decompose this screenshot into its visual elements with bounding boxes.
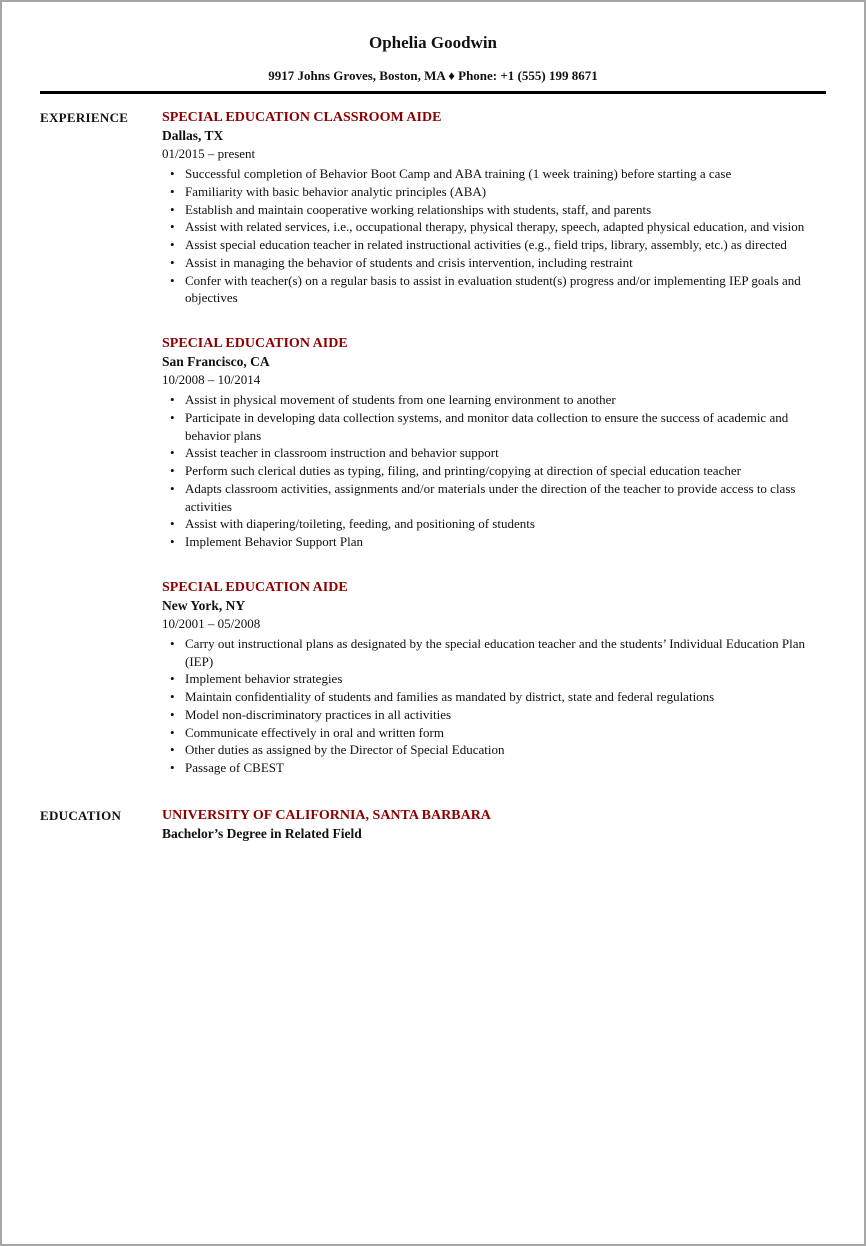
job-title: SPECIAL EDUCATION CLASSROOM AIDE [162, 110, 442, 125]
bullet-item: • Maintain confidentiality of students and families as mandated by district, state and federal regulations [162, 688, 826, 706]
education-section [40, 806, 826, 843]
bullet-item: • Confer with teacher(s) on a regular basis to assist in evaluation student(s) progress and/or implementing IEP goals and objectives [162, 272, 826, 308]
bullet-item: • Assist in physical movement of students from one learning environment to another [162, 391, 826, 409]
bullet-item: • Communicate effectively in oral and written form [162, 724, 826, 742]
job-title: SPECIAL EDUCATION AIDE [162, 579, 348, 595]
school-name: UNIVERSITY OF CALIFORNIA, SANTA BARBARA [162, 807, 491, 823]
bullet-item: • Perform such clerical duties as typing, filing, and printing/copying at direction of special education teacher [162, 462, 826, 480]
job-entry-3 [162, 578, 826, 777]
job-location: Dallas, TX [162, 128, 224, 143]
resume-document [2, 2, 864, 863]
job-location: San Francisco, CA [162, 354, 270, 369]
bullet-item: • Successful completion of Behavior Boot Camp and ABA training (1 week training) before starting a case [162, 165, 826, 183]
bullet-item: • Establish and maintain cooperative working relationships with students, staff, and parents [162, 201, 826, 219]
bullet-item: • Other duties as assigned by the Director of Special Education [162, 741, 826, 759]
degree-name: Bachelor’s Degree in Related Field [162, 825, 362, 841]
education-content [162, 806, 826, 843]
contact-line: 9917 Johns Groves, Boston, MA ♦ Phone: +1 (555) 199 8671 [268, 68, 598, 83]
header-divider [40, 91, 826, 94]
job-bullet-list [162, 165, 826, 307]
bullet-item: • Passage of CBEST [162, 759, 826, 777]
bullet-item: • Assist with diapering/toileting, feeding, and positioning of students [162, 515, 826, 533]
bullet-item: • Model non-discriminatory practices in all activities [162, 706, 826, 724]
job-dates: 10/2008 – 10/2014 [162, 372, 261, 387]
job-dates: 10/2001 – 05/2008 [162, 615, 261, 631]
job-bullet-list [162, 635, 826, 777]
job-entry-2 [162, 334, 826, 551]
candidate-name: Ophelia Goodwin [368, 33, 497, 52]
bullet-item: • Assist in managing the behavior of students and crisis intervention, including restraint [162, 254, 826, 272]
bullet-item: • Adapts classroom activities, assignments and/or materials under the direction of the teacher to provide access to class activities [162, 480, 826, 516]
education-section-label: EDUCATION [40, 807, 122, 823]
job-location: New York, NY [162, 597, 246, 613]
bullet-item: • Carry out instructional plans as designated by the special education teacher and the students’ Individual Education Plan (IEP) [162, 635, 826, 671]
experience-section [40, 108, 826, 777]
bullet-item: • Participate in developing data collection systems, and monitor data collection to ensure the success of academic and behavior plans [162, 409, 826, 445]
experience-section-label: EXPERIENCE [40, 110, 129, 125]
bullet-item: • Assist special education teacher in related instructional activities (e.g., field trips, library, assembly, etc.) as directed [162, 236, 826, 254]
experience-content [162, 108, 826, 777]
bullet-item: • Assist teacher in classroom instruction and behavior support [162, 444, 826, 462]
job-entry-1 [162, 108, 826, 307]
job-bullet-list [162, 391, 826, 551]
job-title: SPECIAL EDUCATION AIDE [162, 336, 348, 351]
resume-header [40, 32, 826, 84]
bullet-item: • Familiarity with basic behavior analytic principles (ABA) [162, 183, 826, 201]
bullet-item: • Assist with related services, i.e., occupational therapy, physical therapy, speech, adapted physical education, and vision [162, 218, 826, 236]
bullet-item: • Implement behavior strategies [162, 670, 826, 688]
bullet-item: • Implement Behavior Support Plan [162, 533, 826, 551]
job-dates: 01/2015 – present [162, 146, 256, 161]
